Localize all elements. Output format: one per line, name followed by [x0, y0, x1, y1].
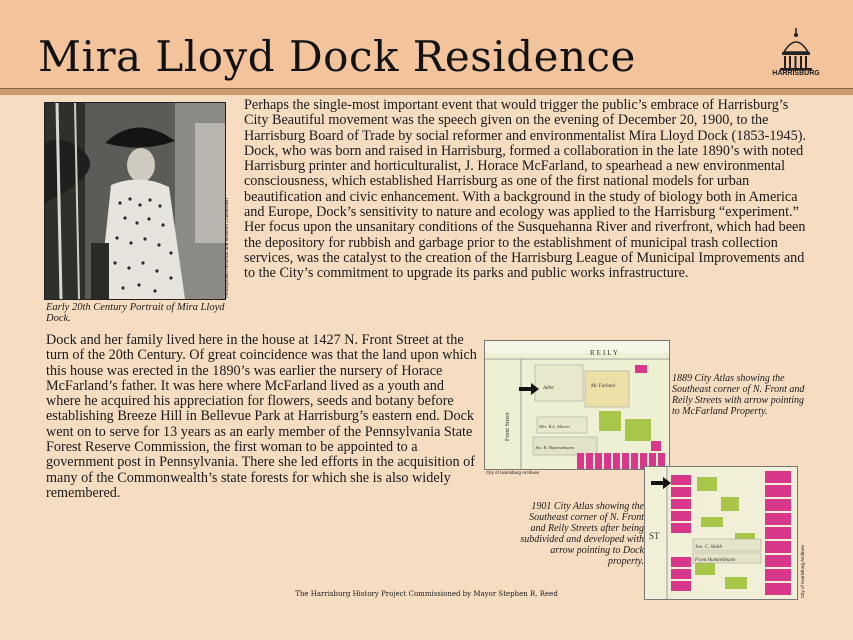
map1-credit: City of Harrisburg Archives	[486, 470, 540, 475]
map1-adler-label: Adler	[543, 386, 555, 391]
map2-smith-label: Jno. C. Smith	[695, 545, 722, 550]
portrait-caption: Early 20th Century Portrait of Mira Lloyd Dock.	[46, 302, 225, 324]
map1-street-label: REILY	[590, 349, 620, 357]
map1-martin-label: Mrs. R.L. Martin	[539, 424, 570, 429]
portrait-photo	[44, 102, 226, 300]
map2-caption: 1901 City Atlas showing the Southeast corner of N. Front and Reily Streets after being subdivided and developed with arrow pointing to Dock property.	[520, 501, 644, 567]
footer-credit: The Harrisburg History Project Commissioned by Mayor Stephen R. Reed	[295, 590, 558, 598]
atlas-map-1901	[644, 466, 798, 600]
portrait-credit: Pennsylvania Historical and Museum Commission	[224, 198, 229, 298]
map2-st-label: ST	[649, 531, 660, 541]
header-divider	[0, 88, 853, 95]
residence-paragraph	[46, 333, 482, 501]
logo-label: HARRISBURG	[772, 70, 820, 77]
intro-text: Perhaps the single-most important event that would trigger the public’s embrace of Harrisburg’s City Beautiful movement was the speech given on the evening of December 20, 1900, to the Harrisburg Board of Trade by social reformer and environmentalist Mira Lloyd Dock (1853-1945). Dock, who was born and raised in Harrisburg, formed a collaboration in the late 1890’s with noted Harrisburg printer and horticulturalist, J. Horace McFarland, to spearhead a new environmental consciousness, which established Harrisburg as one of the first national models for urban beautification and civic enhancement. With a background in the study of biology both in America and Europe, Dock’s sensitivity to nature and ecology was applied to the Harrisburg “experiment.” Her focus upon the unsanitary conditions of the Susquehanna River and riverfront, which had been the depository for rubbish and garbage prior to the establishment of municipal trash collection services, was the catalyst to the creation of the Harrisburg League of Municipal Improvements and to the City’s commitment to upgrade its parks and public works infrastructure.	[244, 97, 806, 282]
map1-caption: 1889 City Atlas showing the Southeast corner of N. Front and Reily Streets with arrow pointing to McFarland Property.	[672, 373, 805, 417]
map2-hummelmann-label: Front Hummelmann	[695, 558, 736, 563]
map1-hummelmann-label: Jno. R. Hummelmann	[535, 445, 574, 450]
page-title: Mira Lloyd Dock Residence	[38, 32, 636, 81]
residence-text: Dock and her family lived here in the house at 1427 N. Front Street at the turn of the 20th Century. Of great coincidence was that the land upon which this house was erected in the 1890’s was earlier the nursery of Horace McFarland’s father. It was here where McFarland lived as a youth and where he acquired his appreciation for flowers, seeds and botany before establishing Breeze Hill in Bellevue Park at Harrisburg’s eastern end. Dock went on to serve for 13 years as an early member of the Pennsylvania State Forest Reserve Commission, the first woman to be appointed to a government post in Pennsylvania. There she led efforts in the acquisition of many of the Commonwealth’s state forests for which she is also widely remembered.	[46, 332, 477, 501]
atlas-map-1889	[484, 340, 670, 470]
map2-credit: City of Harrisburg Archives	[800, 544, 805, 598]
intro-paragraph	[244, 98, 816, 282]
map1-front-label: Front Street	[505, 412, 511, 441]
map1-mcfarland-label: Mc Farland	[591, 384, 616, 389]
